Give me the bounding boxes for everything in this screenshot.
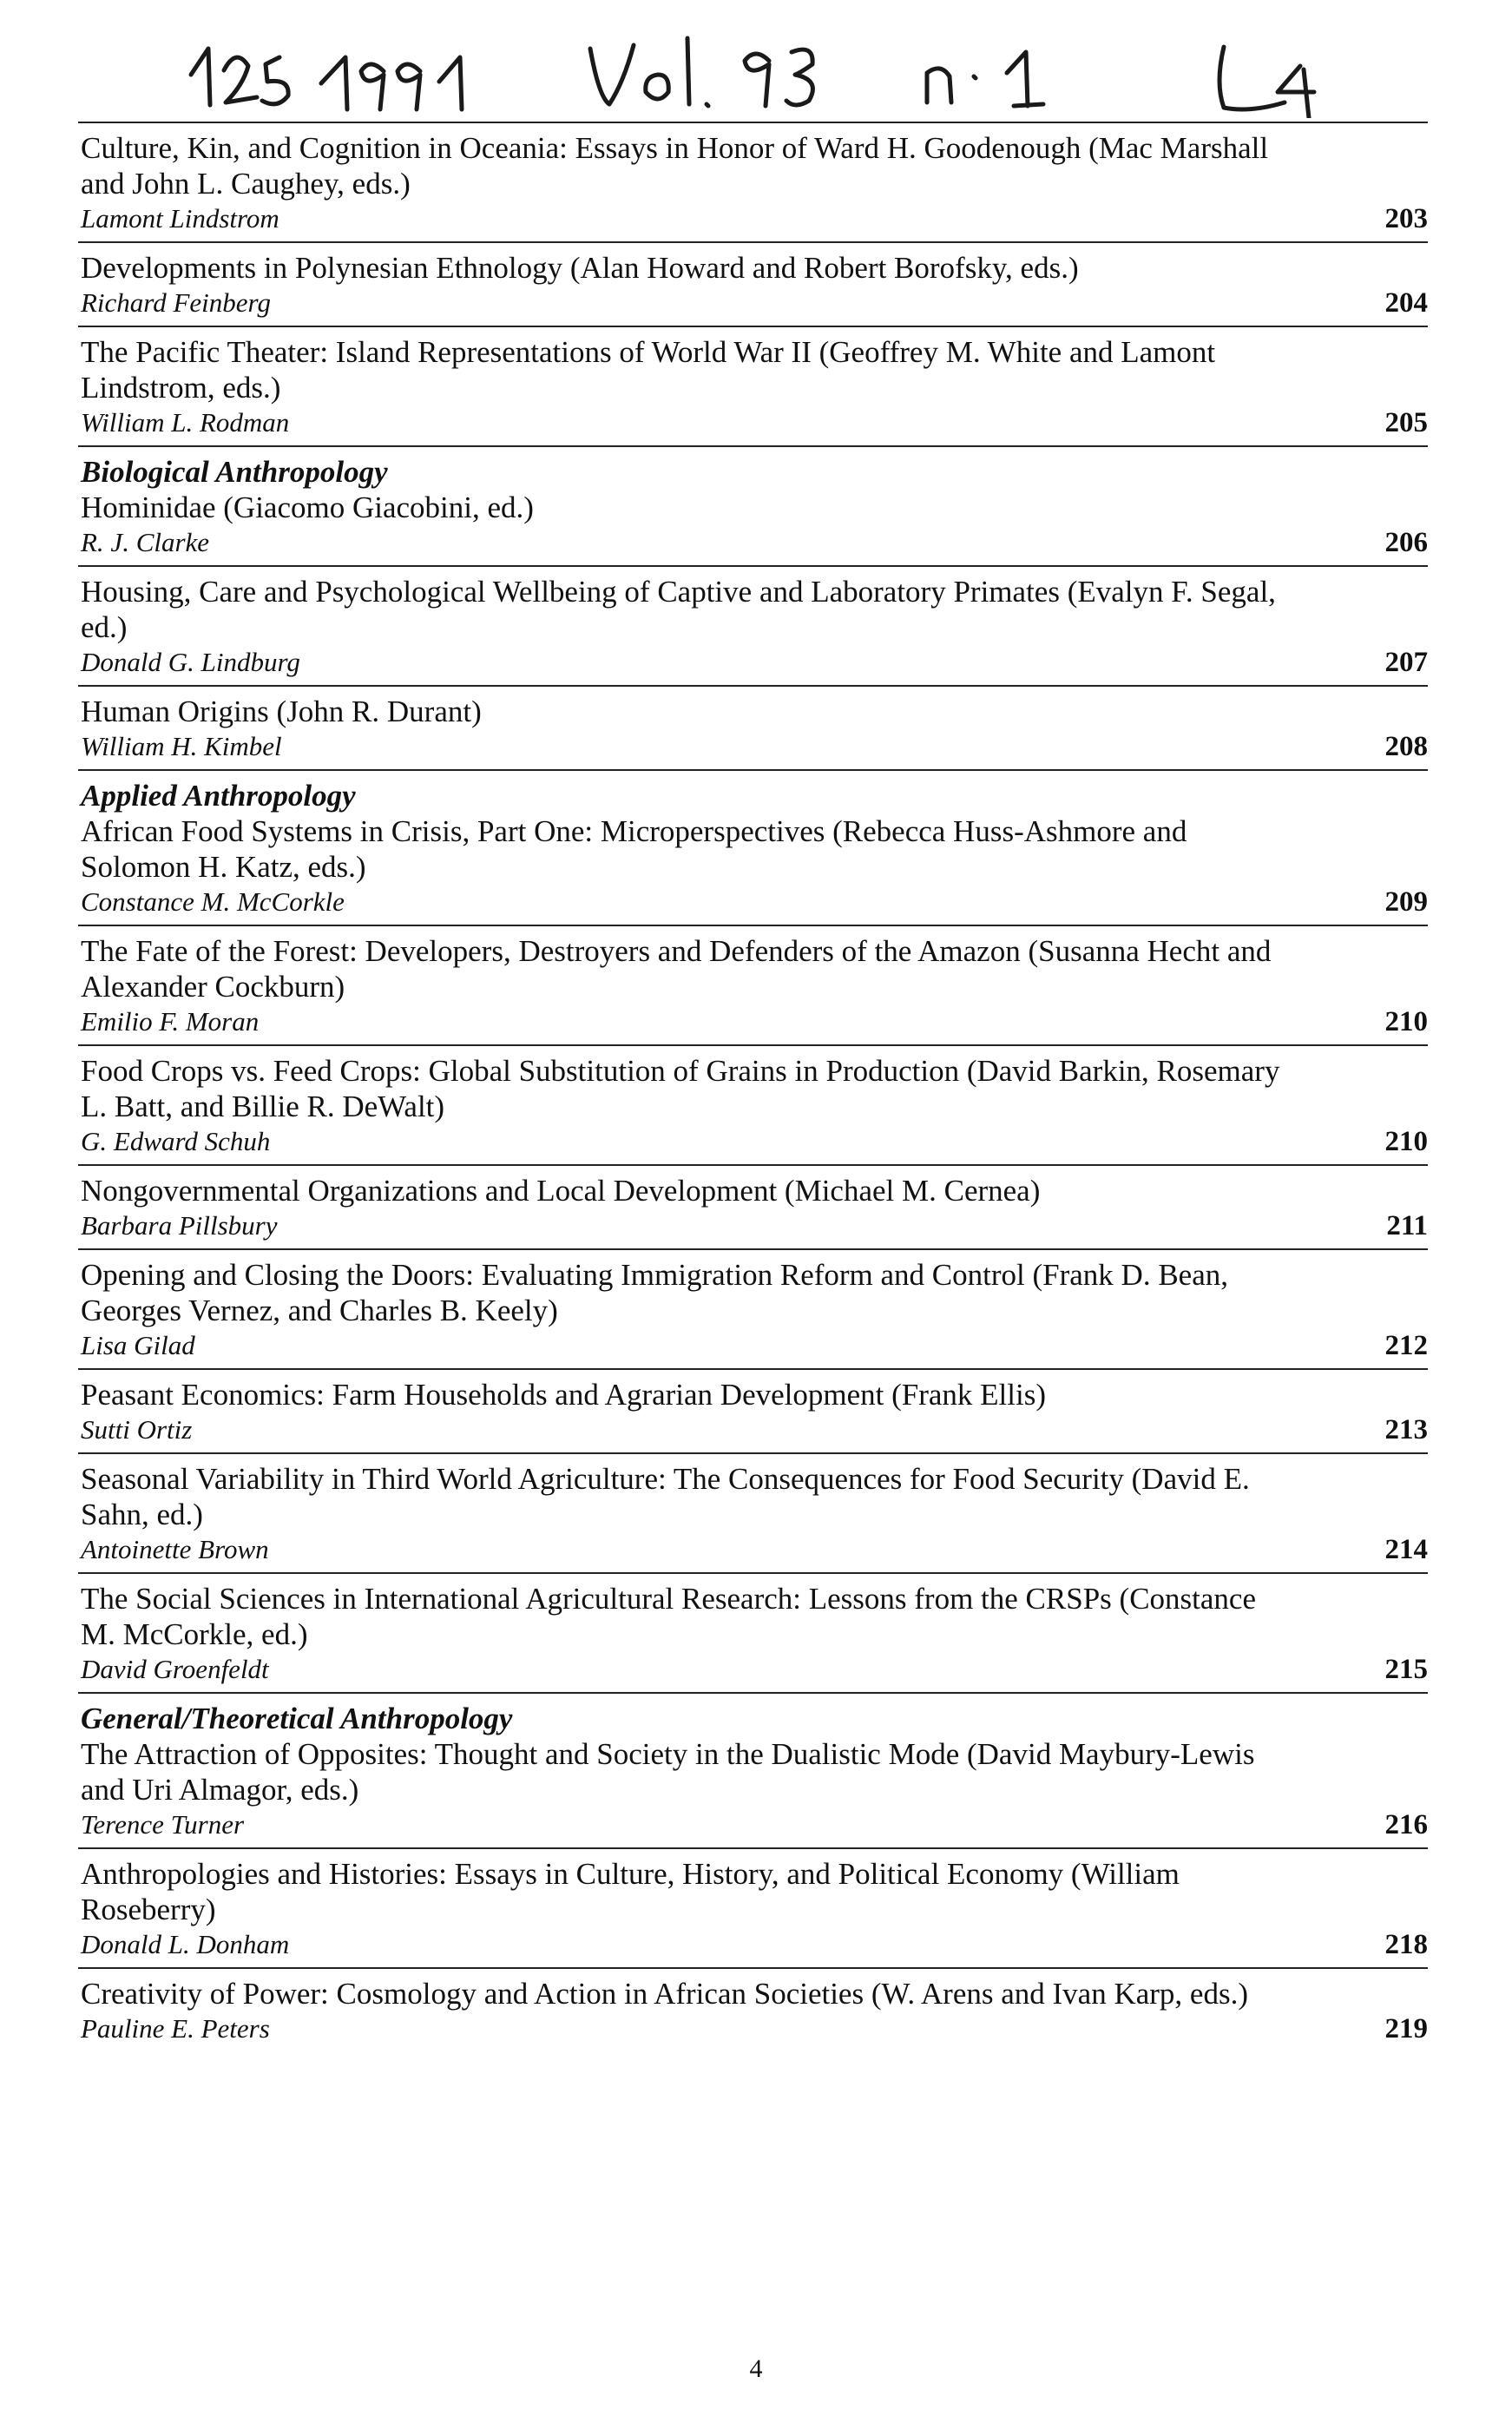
entry-page-number: 210 [1384, 1006, 1428, 1037]
book-title: Developments in Polynesian Ethnology (Alan Howard and Robert Borofsky, eds.) [81, 251, 1079, 285]
book-title: Culture, Kin, and Cognition in Oceania: Essays in Honor of Ward H. Goodenough (Mac Marshall and John L. Caughey, eds.) [81, 131, 1269, 201]
reviewer-row [81, 885, 1428, 919]
book-title: The Pacific Theater: Island Representations of World War II (Geoffrey M. White and Lamont Lindstrom, eds.) [81, 335, 1216, 405]
reviewer-name: R. J. Clarke [81, 527, 210, 557]
toc-entry [78, 1692, 1428, 1847]
entry-page-number: 206 [1384, 527, 1428, 558]
entry-page-number: 203 [1384, 203, 1428, 234]
entry-page-number: 215 [1384, 1654, 1428, 1685]
reviewer-row [81, 1927, 1428, 1962]
entry-page-number: 218 [1384, 1929, 1428, 1960]
entry-page-number: 205 [1384, 407, 1428, 438]
book-title: The Social Sciences in International Agricultural Research: Lessons from the CRSPs (Constance M. McCorkle, ed.) [81, 1582, 1256, 1651]
entry-page-number: 212 [1384, 1330, 1428, 1361]
reviewer-row [81, 201, 1428, 236]
toc-entry [78, 1967, 1428, 2051]
section-heading: Biological Anthropology [81, 455, 388, 489]
reviewer-name: Constance M. McCorkle [81, 886, 345, 917]
reviewer-name: Barbara Pillsbury [81, 1210, 278, 1241]
handwritten-annotation [182, 23, 1345, 118]
reviewer-row [81, 286, 1428, 320]
reviewer-name: Richard Feinberg [81, 287, 271, 318]
entry-page-number: 210 [1384, 1126, 1428, 1157]
reviewer-name: Terence Turner [81, 1809, 245, 1840]
reviewer-name: Sutti Ortiz [81, 1414, 193, 1445]
book-title: Anthropologies and Histories: Essays in Culture, History, and Political Economy (William Roseberry) [81, 1857, 1180, 1926]
reviewer-row [81, 1807, 1428, 1842]
reviewer-row [81, 1532, 1428, 1567]
entry-page-number: 211 [1386, 1210, 1428, 1241]
reviewer-row [81, 1208, 1428, 1243]
book-title: Food Crops vs. Feed Crops: Global Substitution of Grains in Production (David Barkin, Rosemary L. Batt, and Billie R. DeWalt) [81, 1054, 1280, 1123]
toc-entry [78, 769, 1428, 925]
reviewer-name: Donald L. Donham [81, 1929, 290, 1959]
toc-entry [78, 1044, 1428, 1164]
toc-entry [78, 122, 1428, 241]
toc-entry [78, 685, 1428, 769]
entry-page-number: 214 [1384, 1534, 1428, 1565]
entry-page-number: 219 [1384, 2013, 1428, 2044]
reviewer-row [81, 1412, 1428, 1447]
reviewer-row [81, 645, 1428, 680]
reviewer-row [81, 1652, 1428, 1687]
reviewer-name: Donald G. Lindburg [81, 647, 300, 677]
book-title: The Fate of the Forest: Developers, Destroyers and Defenders of the Amazon (Susanna Hecht and Alexander Cockburn) [81, 934, 1272, 1004]
book-title: African Food Systems in Crisis, Part One: Microperspectives (Rebecca Huss-Ashmore and Solomon H. Katz, eds.) [81, 814, 1187, 884]
section-heading: Applied Anthropology [81, 779, 356, 813]
book-title: Opening and Closing the Doors: Evaluating Immigration Reform and Control (Frank D. Bean, Georges Vernez, and Charles B. Keely) [81, 1258, 1229, 1327]
toc-entry [78, 925, 1428, 1044]
page-number: 4 [749, 2354, 763, 2383]
entry-page-number: 207 [1384, 647, 1428, 678]
reviewer-name: William L. Rodman [81, 407, 290, 438]
toc-entry [78, 326, 1428, 445]
reviewer-row [81, 2011, 1428, 2046]
reviewer-row [81, 525, 1428, 560]
book-title: Seasonal Variability in Third World Agriculture: The Consequences for Food Security (David E. Sahn, ed.) [81, 1462, 1250, 1531]
reviewer-name: Antoinette Brown [81, 1534, 269, 1564]
entry-page-number: 209 [1384, 886, 1428, 918]
toc-entry [78, 1572, 1428, 1692]
toc-entry [78, 1368, 1428, 1452]
reviewer-row [81, 1004, 1428, 1039]
toc-entry [78, 1248, 1428, 1368]
reviewer-row [81, 729, 1428, 764]
entry-page-number: 208 [1384, 731, 1428, 762]
reviewer-name: Pauline E. Peters [81, 2013, 270, 2044]
reviewer-row [81, 1124, 1428, 1159]
entry-page-number: 213 [1384, 1414, 1428, 1445]
toc-entry [78, 1452, 1428, 1572]
book-title: Peasant Economics: Farm Households and Agrarian Development (Frank Ellis) [81, 1378, 1046, 1412]
table-of-contents [78, 122, 1428, 2051]
reviewer-name: Emilio F. Moran [81, 1006, 260, 1037]
toc-entry [78, 565, 1428, 685]
book-title: Creativity of Power: Cosmology and Action in African Societies (W. Arens and Ivan Karp, eds.) [81, 1977, 1248, 2011]
entry-page-number: 216 [1384, 1809, 1428, 1840]
reviewer-name: Lisa Gilad [81, 1330, 195, 1360]
book-title: Human Origins (John R. Durant) [81, 695, 482, 728]
entry-page-number: 204 [1384, 287, 1428, 319]
book-title: Nongovernmental Organizations and Local Development (Michael M. Cernea) [81, 1174, 1041, 1208]
book-title: The Attraction of Opposites: Thought and Society in the Dualistic Mode (David Maybury-Lewis and Uri Almagor, eds.) [81, 1737, 1255, 1807]
reviewer-row [81, 1328, 1428, 1363]
reviewer-name: David Groenfeldt [81, 1654, 269, 1684]
book-title: Housing, Care and Psychological Wellbeing of Captive and Laboratory Primates (Evalyn F. Segal, ed.) [81, 575, 1276, 644]
book-title: Hominidae (Giacomo Giacobini, ed.) [81, 490, 534, 524]
toc-entry [78, 445, 1428, 565]
toc-entry [78, 241, 1428, 326]
toc-entry [78, 1164, 1428, 1248]
reviewer-name: Lamont Lindstrom [81, 203, 279, 234]
reviewer-row [81, 405, 1428, 440]
reviewer-name: G. Edward Schuh [81, 1126, 271, 1156]
toc-entry [78, 1847, 1428, 1967]
reviewer-name: William H. Kimbel [81, 731, 282, 761]
section-heading: General/Theoretical Anthropology [81, 1702, 513, 1735]
